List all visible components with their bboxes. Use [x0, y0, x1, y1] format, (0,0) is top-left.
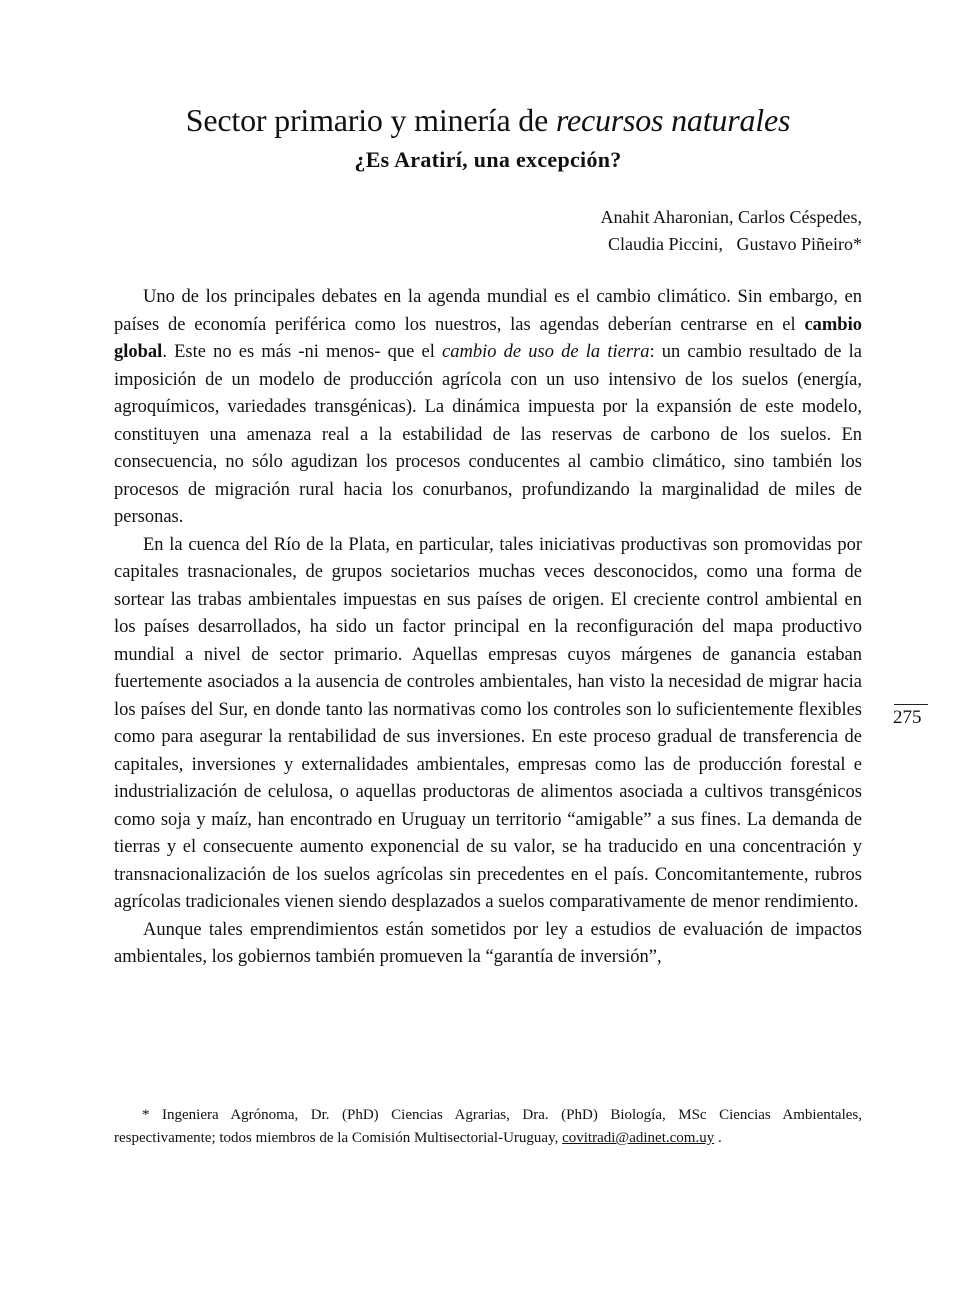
paragraph-1-text-a: Uno de los principales debates en la agenda mundial es el cambio climático. Sin embargo, en países de economía periférica como los nuestros, las agendas deberían centrarse en el [114, 287, 862, 335]
author-line-1: Anahit Aharonian, Carlos Céspedes, [600, 207, 862, 227]
page-subtitle: ¿Es Aratirí, una excepción? [354, 147, 622, 172]
author-line-2: Claudia Piccini, Gustavo Piñeiro* [608, 234, 862, 254]
paragraph-1-text-c: . Este no es más -ni menos- que el [162, 342, 443, 362]
paragraph-3: Aunque tales emprendimientos están sometidos por ley a estudios de evaluación de impactos ambientales, los gobiernos también promueven la “garantía de inversión”, [114, 919, 862, 967]
term-cambio-de-uso: cambio de uso de la tierra [442, 342, 650, 362]
footnote-email-link[interactable]: covitradi@adinet.com.uy [562, 1130, 715, 1146]
paragraph-2: En la cuenca del Río de la Plata, en particular, tales iniciativas productivas son promovidas por capitales trasnacionales, de grupos societarios muchas veces desconocidos, como una forma de sortear las trabas ambientales impuestas en sus países de origen. El creciente control ambiental en los países desarrollados, ha sido un factor principal en la reconfiguración del mapa productivo mundial a nivel de sector primario. Aquellas empresas cuyos márgenes de ganancia estaban fuertemente asociados a la ausencia de controles ambientales, han visto la necesidad de migrar hacia los países del Sur, en donde tanto las normativas como los controles son lo suficientemente flexibles como para asegurar la rentabilidad de sus inversiones. En este proceso gradual de transferencia de capitales, inversiones y externalidades ambientales, empresas como las de producción forestal e industrialización de celulosa, o aquellas productoras de alimentos asociada a cultivos transgénicos como soja y maíz, han encontrado en Uruguay un territorio “amigable” a sus fines. La demanda de tierras y el consecuente aumento exponencial de su valor, se ha traducido en una concentración y transnacionalización de los suelos agrícolas sin precedentes en el país. Concomitantemente, rubros agrícolas tradicionales vienen siendo desplazados a suelos comparativamente de menor rendimiento. [114, 534, 862, 912]
footnote-end: . [714, 1130, 722, 1146]
footnote-paragraph [114, 1104, 862, 1150]
paragraph-1-text-e: : un cambio resultado de la imposición de un modelo de producción agrícola con un uso intensivo de los suelos (energía, agroquímicos, variedades transgénicas). La dinámica impuesta por la expansión de este modelo, constituyen una amenaza real a la estabilidad de las reservas de carbono de los suelos. En consecuencia, no sólo agudizan los procesos conducentes al cambio climático, sino también los procesos de migración rural hacia los conurbanos, profundizando la marginalidad de miles de personas. [114, 342, 862, 527]
page-number: 275 [893, 707, 922, 728]
paragraph-1 [114, 284, 862, 532]
footnote [114, 1104, 862, 1150]
footnote-text: * Ingeniera Agrónoma, Dr. (PhD) Ciencias Agrarias, Dra. (PhD) Biología, MSc Ciencias Ambientales, respectivamente; todos miembros de la Comisión Multisectorial-Uruguay, [114, 1107, 862, 1146]
term-cambio-global: cambio global [114, 314, 862, 362]
title-italic: recursos naturales [555, 102, 791, 138]
page-title [100, 100, 876, 140]
author-list [601, 204, 862, 258]
title-main: Sector primario y minería de [185, 102, 556, 138]
page-number-rule [894, 704, 928, 705]
article-body [114, 284, 862, 972]
